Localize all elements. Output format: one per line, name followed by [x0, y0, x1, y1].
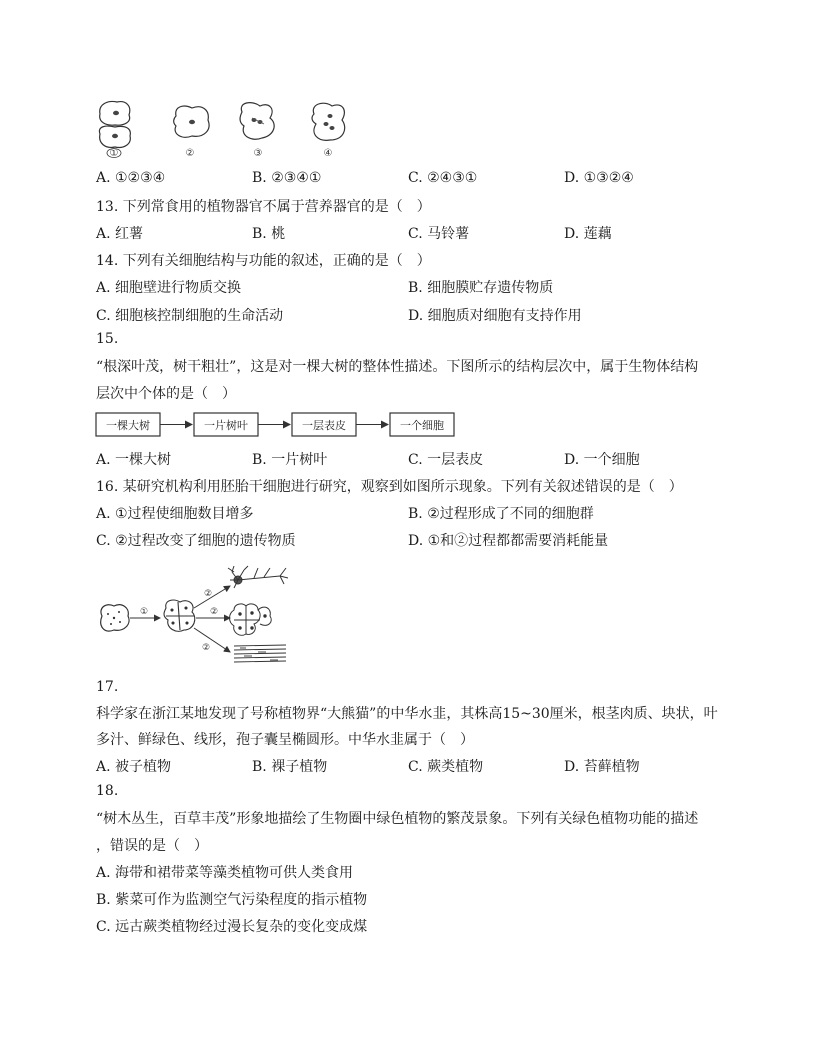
q18-option-b[interactable]: B. 紫菜可作为监测空气污染程度的指示植物 — [96, 892, 368, 908]
q17-number: 17. — [96, 679, 119, 695]
q16-option-d[interactable]: D. ①和②过程都都需要消耗能量 — [408, 533, 609, 549]
q16-stem: 16. 某研究机构利用胚胎干细胞进行研究，观察到如图所示现象。下列有关叙述错误的是（ ） — [96, 479, 683, 495]
cell-stage-4 — [312, 103, 345, 140]
q12-option-a[interactable]: A. ①②③④ — [96, 170, 166, 186]
q15-stem-line1: “根深叶茂，树干粗壮”，这是对一棵大树的整体性描述。下图所示的结构层次中，属于生物体结构 — [96, 359, 699, 375]
q16-option-b[interactable]: B. ②过程形成了不同的细胞群 — [408, 506, 594, 522]
q16-option-a[interactable]: A. ①过程使细胞数目增多 — [96, 506, 254, 522]
cell-division-figure — [92, 96, 362, 162]
q18-option-a[interactable]: A. 海带和裙带菜等藻类植物可供人类食用 — [96, 865, 354, 881]
q15-option-d[interactable]: D. 一个细胞 — [564, 452, 640, 468]
q17-option-c[interactable]: C. 蕨类植物 — [408, 759, 484, 775]
q12-option-b[interactable]: B. ②③④① — [252, 170, 322, 186]
process-1-label: ① — [139, 607, 149, 617]
q14-option-d[interactable]: D. 细胞质对细胞有支持作用 — [408, 308, 582, 324]
figure-label-4: ④ — [323, 148, 333, 159]
q18-stem-line2: ，错误的是（ ） — [96, 838, 208, 854]
q12-option-d[interactable]: D. ①③②④ — [564, 170, 634, 186]
q14-option-a[interactable]: A. 细胞壁进行物质交换 — [96, 280, 242, 296]
q13-option-c[interactable]: C. 马铃薯 — [408, 226, 470, 242]
process-2-label-mid: ② — [210, 607, 219, 617]
q13-stem: 13. 下列常食用的植物器官不属于营养器官的是（ ） — [96, 199, 431, 215]
process-2-arrow-down — [194, 628, 230, 652]
q15-option-a[interactable]: A. 一棵大树 — [96, 452, 172, 468]
figure-label-2: ② — [185, 148, 195, 159]
q15-stem-line2: 层次中个体的是（ ） — [96, 386, 236, 402]
muscle-tissue — [234, 645, 286, 662]
q17-stem-line2: 多汁、鲜绿色、线形，孢子囊呈椭圆形。中华水韭属于（ ） — [96, 732, 474, 748]
q13-option-a[interactable]: A. 红薯 — [96, 226, 144, 242]
q18-number: 18. — [96, 783, 119, 799]
cell-stage-3 — [240, 103, 274, 140]
q13-option-b[interactable]: B. 桃 — [252, 226, 286, 242]
q14-option-b[interactable]: B. 细胞膜贮存遗传物质 — [408, 280, 554, 296]
epithelial-cells — [230, 604, 272, 635]
q17-option-b[interactable]: B. 裸子植物 — [252, 759, 328, 775]
flow-box-label-1: 一棵大树 — [106, 419, 150, 432]
q12-option-c[interactable]: C. ②④③① — [408, 170, 478, 186]
q18-option-c[interactable]: C. 远古蕨类植物经过漫长复杂的变化变成煤 — [96, 919, 368, 935]
q15-option-b[interactable]: B. 一片树叶 — [252, 452, 328, 468]
dividing-cell-cluster — [164, 600, 195, 631]
q17-option-d[interactable]: D. 苔藓植物 — [564, 759, 640, 775]
q13-option-d[interactable]: D. 莲藕 — [564, 226, 612, 242]
q18-stem-line1: “树木丛生，百草丰茂”形象地描绘了生物圈中绿色植物的繁茂景象。下列有关绿色植物功能的描述 — [96, 811, 699, 827]
q17-option-a[interactable]: A. 被子植物 — [96, 759, 172, 775]
stem-cell-figure — [94, 558, 298, 670]
process-2-label-up: ② — [204, 589, 213, 599]
structure-level-flowchart — [94, 410, 458, 440]
flow-box-label-3: 一层表皮 — [302, 419, 346, 432]
q16-option-c[interactable]: C. ②过程改变了细胞的遗传物质 — [96, 533, 296, 549]
cell-stage-2 — [174, 106, 209, 137]
q15-number: 15. — [96, 331, 119, 347]
figure-label-1: ① — [109, 148, 119, 159]
flow-box-label-2: 一片树叶 — [204, 419, 248, 432]
cell-stage-1 — [99, 102, 130, 148]
process-2-label-down: ② — [202, 643, 211, 653]
q14-option-c[interactable]: C. 细胞核控制细胞的生命活动 — [96, 308, 284, 324]
nerve-cell — [228, 566, 288, 588]
figure-labels — [107, 148, 332, 159]
flow-box-label-4: 一个细胞 — [400, 419, 444, 432]
q15-option-c[interactable]: C. 一层表皮 — [408, 452, 484, 468]
q17-stem-line1: 科学家在浙江某地发现了号称植物界“大熊猫”的中华水韭，其株高15~30厘米，根茎肉质、块状，叶 — [96, 706, 718, 722]
figure-label-3: ③ — [253, 148, 263, 159]
q14-stem: 14. 下列有关细胞结构与功能的叙述，正确的是（ ） — [96, 253, 431, 269]
